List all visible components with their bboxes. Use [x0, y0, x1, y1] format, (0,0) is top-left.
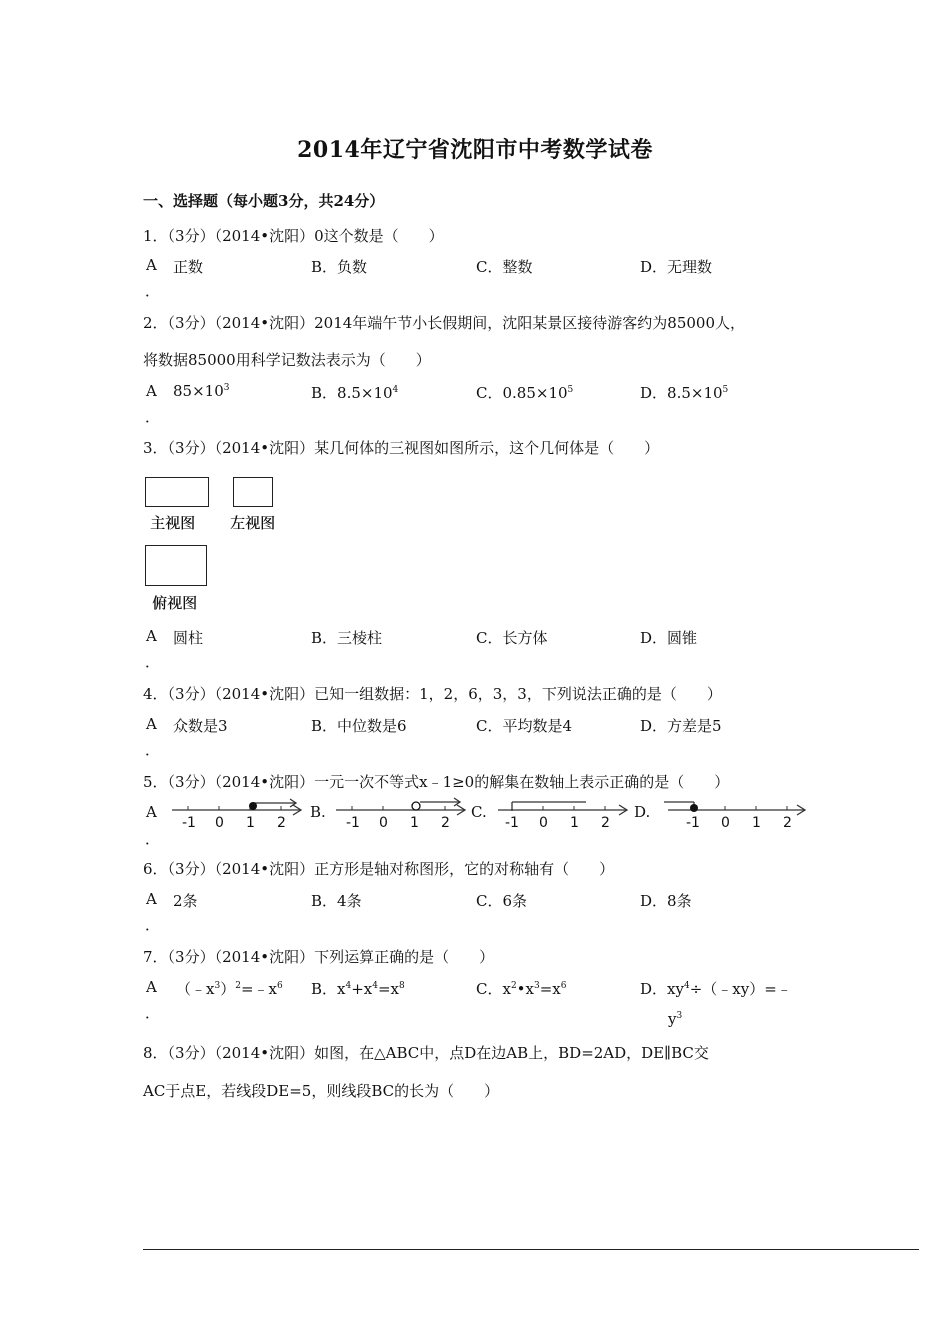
q5-option-b-letter: B.: [310, 803, 326, 821]
closed-endpoint: [249, 802, 257, 810]
q4-option-c: C．平均数是4: [476, 717, 573, 735]
front-view-rectangle: [145, 477, 209, 507]
number-line-a: [168, 797, 306, 831]
q1-dot: ．: [145, 282, 161, 300]
q6-option-c: C．6条: [476, 892, 528, 910]
front-view-label: 主视图: [150, 514, 196, 532]
number-line-b: [332, 797, 470, 831]
tick-label: -1: [686, 815, 700, 831]
footer-rule: [143, 1249, 919, 1250]
q4-option-d: D．方差是5: [640, 717, 722, 735]
tick-label: 2: [277, 815, 286, 831]
question-7: 7．（3分）（2014•沈阳）下列运算正确的是（ ）: [143, 948, 495, 966]
q2-dot: ．: [145, 408, 161, 426]
q1-option-a: 正数: [173, 258, 204, 276]
top-view-rectangle: [145, 545, 207, 586]
q2-option-b: B．$8.5\times 10^4$: [311, 384, 399, 402]
q7-dot: ．: [145, 1004, 161, 1022]
q1-option-d: D．无理数: [640, 258, 713, 276]
q1-option-c: C．整数: [476, 258, 533, 276]
q4-option-a: 众数是3: [173, 717, 228, 735]
q1-option-a-letter: A: [146, 256, 157, 274]
q2-option-a: $85\times 10^3$: [173, 382, 230, 400]
tick-label: 1: [570, 815, 579, 831]
q3-option-d: D．圆锥: [640, 629, 698, 647]
tick-label: 2: [601, 815, 610, 831]
q5-option-c-letter: C.: [471, 803, 487, 821]
tick-label: 0: [379, 815, 388, 831]
question-4: 4．（3分）（2014•沈阳）已知一组数据：1，2，6，3，3，下列说法正确的是（ ）: [143, 685, 722, 703]
q2-option-a-letter: A: [146, 382, 157, 400]
q4-option-a-letter: A: [146, 715, 157, 733]
tick-label: 2: [441, 815, 450, 831]
q6-option-d: D．8条: [640, 892, 692, 910]
q2-option-d: D．$8.5\times 10^5$: [640, 384, 729, 402]
question-3: 3．（3分）（2014•沈阳）某几何体的三视图如图所示，这个几何体是（ ）: [143, 439, 660, 457]
q5-dot: ．: [145, 830, 161, 848]
left-view-rectangle: [233, 477, 273, 507]
q7-option-d-continued: $y^3$: [668, 1010, 683, 1028]
q4-option-b: B．中位数是6: [311, 717, 407, 735]
q7-option-a: $(﹣x^3)^2=﹣x^6$: [176, 980, 283, 998]
left-view-label: 左视图: [230, 514, 276, 532]
q6-option-a: 2条: [173, 892, 198, 910]
q6-option-a-letter: A: [146, 890, 157, 908]
question-6: 6．（3分）（2014•沈阳）正方形是轴对称图形，它的对称轴有（ ）: [143, 860, 615, 878]
tick-label: -1: [505, 815, 519, 831]
question-1: 1．（3分）（2014•沈阳）0这个数是（ ）: [143, 227, 444, 245]
q2-option-c: C．$0.85\times 10^5$: [476, 384, 574, 402]
tick-label: 1: [410, 815, 419, 831]
tick-label: -1: [182, 815, 196, 831]
q6-option-b: B．4条: [311, 892, 362, 910]
q5-option-a-letter: A: [146, 803, 157, 821]
question-8-line-1: 8．（3分）（2014•沈阳）如图，在△ABC中，点D在边AB上，BD=2AD，DE∥BC交: [143, 1044, 709, 1062]
q3-option-b: B．三棱柱: [311, 629, 383, 647]
q7-option-d: D．$xy^4\div(﹣xy)=﹣$: [640, 980, 792, 998]
question-5: 5．（3分）（2014•沈阳）一元一次不等式x﹣1≥0的解集在数轴上表示正确的是（ ）: [143, 773, 730, 791]
q7-option-b: B．$x^4+x^4=x^8$: [311, 980, 405, 998]
tick-label: -1: [346, 815, 360, 831]
q4-dot: ．: [145, 741, 161, 759]
number-line-c: [494, 797, 632, 831]
question-2-line-2: 将数据85000用科学记数法表示为（ ）: [143, 351, 431, 369]
q1-option-b: B．负数: [311, 258, 368, 276]
q3-dot: ．: [145, 653, 161, 671]
tick-label: 0: [215, 815, 224, 831]
closed-endpoint: [690, 804, 698, 812]
tick-label: 0: [539, 815, 548, 831]
tick-label: 1: [752, 815, 761, 831]
q7-option-a-letter: A: [146, 978, 157, 996]
top-view-label: 俯视图: [152, 594, 198, 612]
q7-option-c: C．$x^2•x^3=x^6$: [476, 980, 567, 998]
number-line-d: [664, 797, 810, 831]
question-2-line-1: 2．（3分）（2014•沈阳）2014年端午节小长假期间，沈阳某景区接待游客约为85000人，: [143, 314, 746, 332]
tick-label: 2: [783, 815, 792, 831]
exam-title: 2014年辽宁省沈阳市中考数学试卷: [297, 137, 653, 163]
q5-option-d-letter: D.: [634, 803, 651, 821]
tick-label: 0: [721, 815, 730, 831]
section-heading: 一、选择题（每小题3分，共24分）: [143, 192, 385, 210]
question-8-line-2: AC于点E，若线段DE=5，则线段BC的长为（ ）: [143, 1082, 500, 1100]
q6-dot: ．: [145, 916, 161, 934]
q3-option-a-letter: A: [146, 627, 157, 645]
q3-option-a: 圆柱: [173, 629, 204, 647]
open-endpoint: [412, 802, 420, 810]
tick-label: 1: [246, 815, 255, 831]
q3-option-c: C．长方体: [476, 629, 548, 647]
